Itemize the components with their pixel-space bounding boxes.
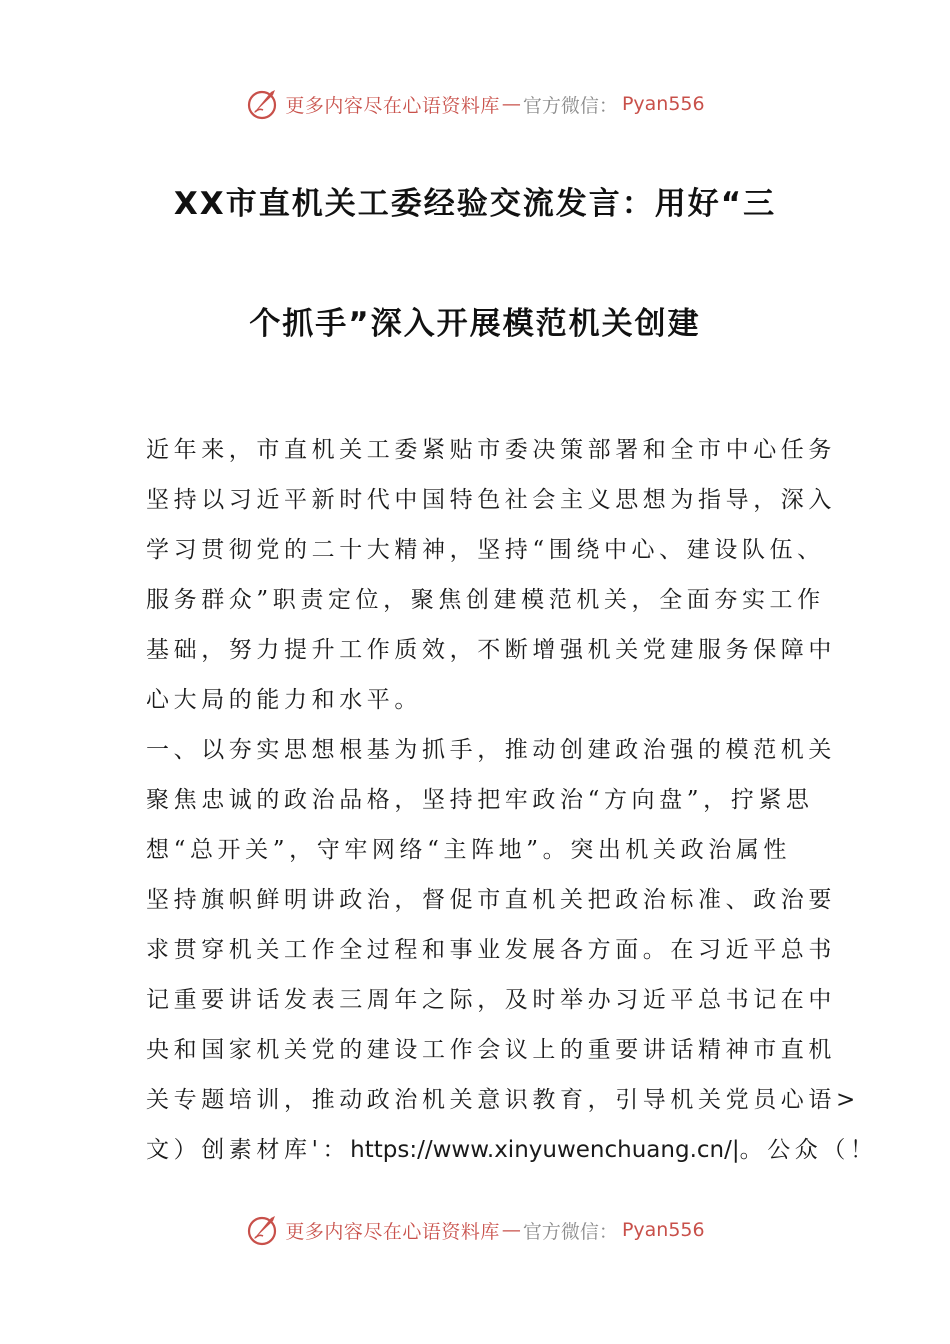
banner-text: 更多内容尽在心语资料库 [285,1220,500,1243]
body-line: 坚持旗帜鲜明讲政治，督促市直机关把政治标准、政治要 [146,887,836,913]
quill-logo-icon [245,1212,281,1248]
quill-logo-icon [245,86,281,122]
body-line: 服务群众”职责定位，聚焦创建模范机关，全面夯实工作 [146,587,825,613]
body-line: 央和国家机关党的建设工作会议上的重要讲话精神市直机 [146,1037,836,1063]
section-heading: 一、以夯实思想根基为抓手，推动创建政治强的模范机关 [146,737,836,763]
body-line: 关专题培训，推动政治机关意识教育，引导机关党员心语> [146,1087,860,1113]
body-line: 心大局的能力和水平。 [146,687,422,713]
body-line: 求贯穿机关工作全过程和事业发展各方面。在习近平总书 [146,937,836,963]
banner-contact-id: Pyan556 [621,93,705,115]
banner-contact-label: 官方微信： [522,94,618,117]
body-line: 聚焦忠诚的政治品格，坚持把牢政治“方向盘”，拧紧思 [146,787,814,813]
url-prefix: 文）创素材库'： [146,1137,351,1163]
body-line: 记重要讲话发表三周年之际，及时举办习近平总书记在中 [146,987,836,1013]
website-url[interactable]: https://www.xinyuwenchuang.cn/| [350,1137,740,1163]
document-title-line-2: 个抓手”深入开展模范机关创建 [249,306,701,342]
url-suffix: 。公众（！ [739,1137,878,1163]
banner-text: 更多内容尽在心语资料库 [285,94,500,117]
body-line: 近年来，市直机关工委紧贴市委决策部署和全市中心任务 [146,437,836,463]
body-line-with-url [146,1132,878,1182]
banner-separator: — [501,1219,521,1241]
body-line: 想“总开关”，守牢网络“主阵地”。突出机关政治属性 [146,837,792,863]
document-title-line-1: XX市直机关工委经验交流发言：用好“三 [173,186,777,222]
body-line: 基础，努力提升工作质效，不断增强机关党建服务保障中 [146,637,836,663]
banner-contact-id: Pyan556 [621,1219,705,1241]
body-line: 学习贯彻党的二十大精神，坚持“围绕中心、建设队伍、 [146,537,825,563]
body-line: 坚持以习近平新时代中国特色社会主义思想为指导，深入 [146,487,836,513]
banner-separator: — [501,93,521,115]
document-body [146,432,878,1182]
banner-contact-label: 官方微信： [522,1220,618,1243]
footer-banner [0,1210,950,1250]
header-banner [0,84,950,124]
